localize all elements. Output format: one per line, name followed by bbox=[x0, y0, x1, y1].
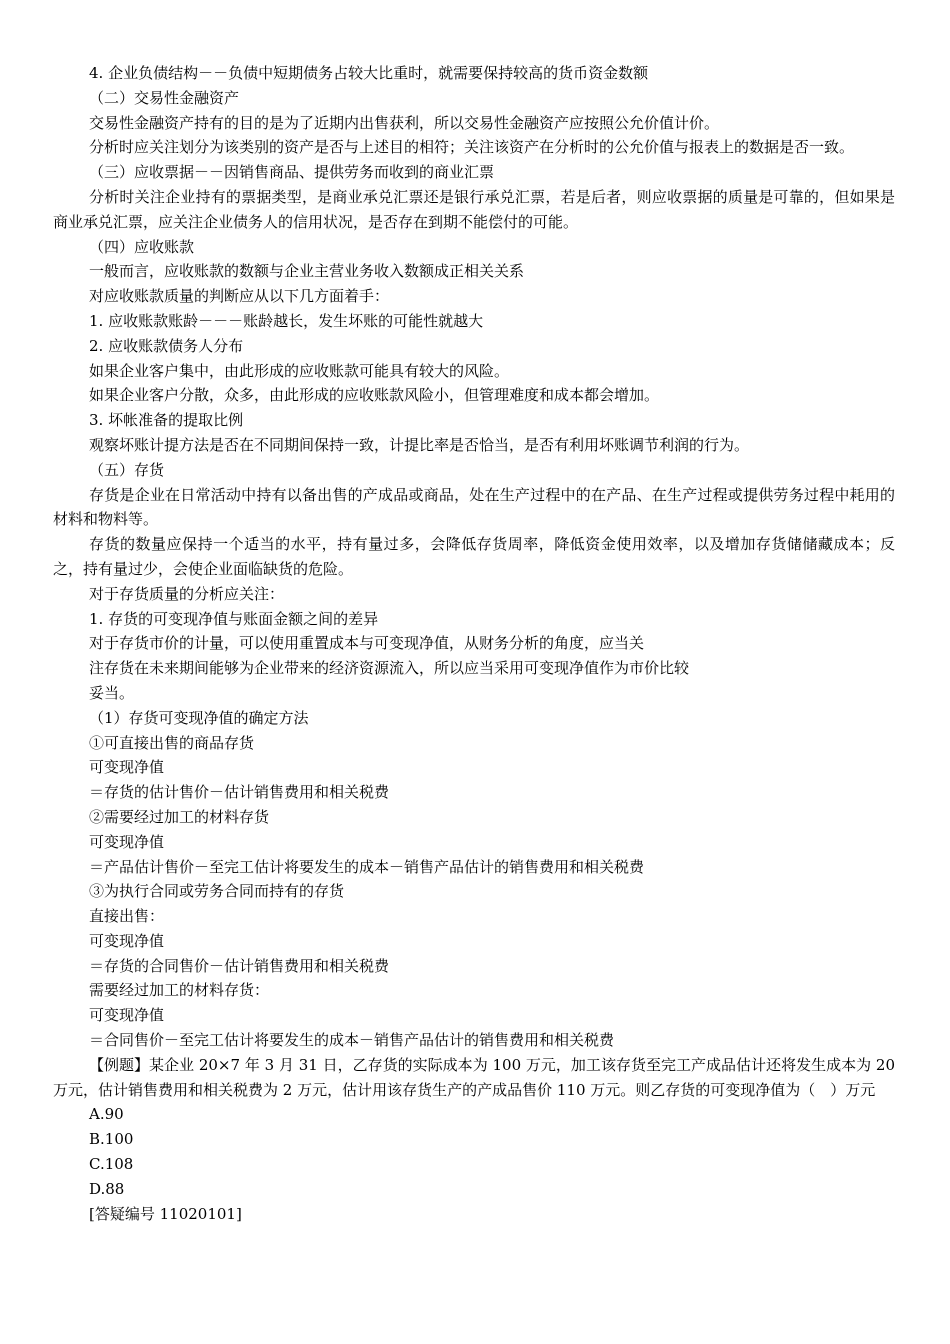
paragraph: （1）存货可变现净值的确定方法 bbox=[89, 708, 309, 727]
paragraph: 2. 应收账款债务人分布 bbox=[89, 336, 244, 355]
paragraph: 如果企业客户集中，由此形成的应收账款可能具有较大的风险。 bbox=[89, 361, 510, 380]
paragraph: 可变现净值 bbox=[89, 1006, 165, 1025]
paragraph: 对于存货市价的计量，可以使用重置成本与可变现净值，从财务分析的角度，应当关 bbox=[89, 634, 645, 653]
paragraph: 分析时关注企业持有的票据类型，是商业承兑汇票还是银行承兑汇票，若是后者，则应收票据的质量是可靠的，但如果是商业承兑汇票，应关注企业债务人的信用状况，是否存在到期不能偿付的可能。 bbox=[53, 187, 895, 231]
paragraph: 存货是企业在日常活动中持有以备出售的产成品或商品，处在生产过程中的在产品、在生产过程或提供劳务过程中耗用的材料和物料等。 bbox=[53, 485, 895, 529]
paragraph: 【例题】某企业 20×7 年 3 月 31 日，乙存货的实际成本为 100 万元，加工该存货至完工产成品估计还将发生成本为 20 万元，估计销售费用和相关税费为 2 万元，估计用该存货生产的产成品售价 110 万元。则乙存货的可变现净值为（ ）万元 bbox=[53, 1055, 895, 1099]
paragraph: 妥当。 bbox=[89, 683, 135, 702]
paragraph: 注存货在未来期间能够为企业带来的经济资源流入，所以应当采用可变现净值作为市价比较 bbox=[89, 659, 690, 678]
paragraph: 一般而言，应收账款的数额与企业主营业务收入数额成正相关关系 bbox=[89, 262, 525, 281]
paragraph: C.108 bbox=[89, 1155, 134, 1174]
paragraph: 观察坏账计提方法是否在不同期间保持一致，计提比率是否恰当，是否有利用坏账调节利润的行为。 bbox=[89, 435, 750, 454]
paragraph: （三）应收票据－－因销售商品、提供劳务而收到的商业汇票 bbox=[89, 163, 495, 182]
paragraph: 可变现净值 bbox=[89, 832, 165, 851]
paragraph: A.90 bbox=[89, 1105, 124, 1124]
paragraph: ①可直接出售的商品存货 bbox=[89, 733, 255, 752]
paragraph: 3. 坏帐准备的提取比例 bbox=[89, 411, 244, 430]
paragraph: 4. 企业负债结构－－负债中短期债务占较大比重时，就需要保持较高的货币资金数额 bbox=[89, 64, 649, 82]
paragraph: 对应收账款质量的判断应从以下几方面着手： bbox=[89, 287, 390, 306]
paragraph: 可变现净值 bbox=[89, 758, 165, 777]
paragraph: ②需要经过加工的材料存货 bbox=[89, 807, 270, 826]
paragraph: 交易性金融资产持有的目的是为了近期内出售获利，所以交易性金融资产应按照公允价值计价。 bbox=[89, 113, 720, 132]
paragraph: 存货的数量应保持一个适当的水平，持有量过多，会降低存货周率，降低资金使用效率，以及增加存货储储藏成本；反之，持有量过少，会使企业面临缺货的危险。 bbox=[53, 535, 895, 578]
paragraph: D.88 bbox=[89, 1179, 125, 1198]
paragraph: 1. 存货的可变现净值与账面金额之间的差异 bbox=[89, 609, 379, 628]
paragraph: （四）应收账款 bbox=[89, 237, 195, 256]
paragraph: ＝存货的合同售价－估计销售费用和相关税费 bbox=[89, 956, 390, 975]
paragraph: 如果企业客户分散，众多，由此形成的应收账款风险小，但管理难度和成本都会增加。 bbox=[89, 386, 660, 405]
paragraph: 需要经过加工的材料存货： bbox=[89, 981, 270, 1000]
paragraph: 分析时应关注划分为该类别的资产是否与上述目的相符；关注该资产在分析时的公允价值与报表上的数据是否一致。 bbox=[89, 138, 855, 157]
paragraph: ③为执行合同或劳务合同而持有的存货 bbox=[89, 882, 345, 901]
document-body bbox=[53, 61, 895, 1226]
paragraph: （五）存货 bbox=[89, 460, 165, 479]
paragraph: ＝存货的估计售价－估计销售费用和相关税费 bbox=[89, 783, 390, 802]
paragraph: 对于存货质量的分析应关注： bbox=[89, 584, 285, 603]
paragraph: [答疑编号 11020101] bbox=[89, 1204, 242, 1223]
paragraph: ＝产品估计售价－至完工估计将要发生的成本－销售产品估计的销售费用和相关税费 bbox=[89, 857, 645, 876]
paragraph: 直接出售： bbox=[89, 907, 165, 926]
paragraph: 1. 应收账款账龄－－－账龄越长，发生坏账的可能性就越大 bbox=[89, 311, 484, 330]
paragraph: ＝合同售价－至完工估计将要发生的成本－销售产品估计的销售费用和相关税费 bbox=[89, 1031, 615, 1050]
paragraph: B.100 bbox=[89, 1130, 134, 1149]
paragraph: （二）交易性金融资产 bbox=[89, 88, 240, 107]
paragraph: 可变现净值 bbox=[89, 931, 165, 950]
